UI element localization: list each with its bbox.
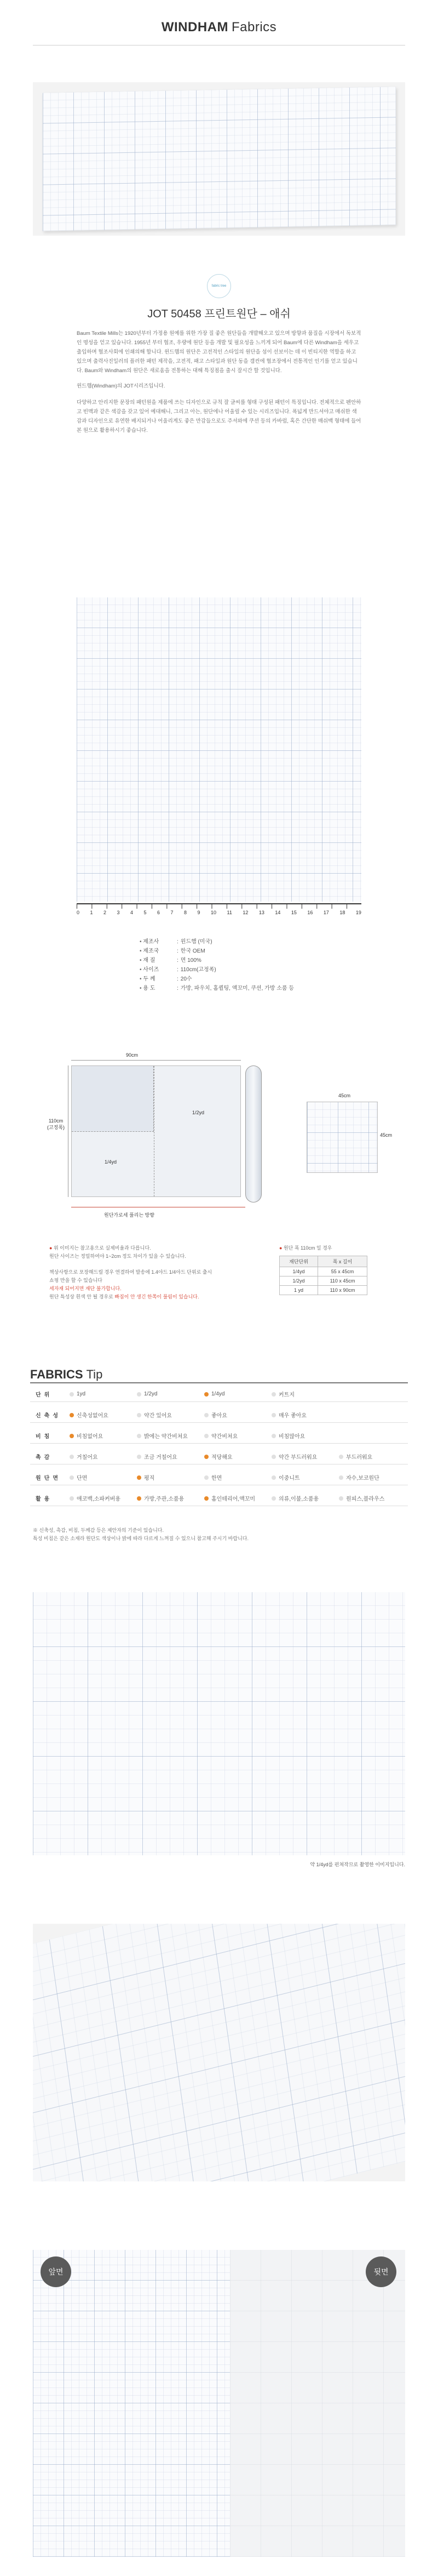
- back-side: [230, 2250, 405, 2557]
- draped-fabric: [33, 1924, 405, 2181]
- fq-height-label: 45cm: [380, 1132, 393, 1138]
- tip-label: 촉감: [36, 1455, 53, 1461]
- selection-dot-icon: [339, 1455, 343, 1459]
- tip-option: 약간비쳐요: [204, 1432, 272, 1440]
- tip-option: 거칠어요: [70, 1452, 137, 1461]
- ruler-tick: 1: [90, 910, 93, 915]
- tip-option: 약간 부드러워요: [272, 1452, 339, 1461]
- intro-paragraph-3: 다양하고 안리지한 문장의 패턴원을 제품에 쓰는 디자인으로 규칙 잘 글씨를 형태 구성된 패턴이 특징입니다. 전체적으로 펜안하고 빈맥과 같은 색감을 갖고 있어 예대해니, 그리고 아는, 원단에나 어울릴 수 있는 시리즈입니다. 폭넓게 만드셔야고 매쉬한 색감과 디자인으로 유연한 배지되거나 어울리게도 좋은 만감들으로도 주셔와에 쿠션 등의 카바럼, 혹은 간단한 매쉬백 형태에 들어본 원으로 활용하시기 좋습니다.: [77, 400, 361, 434]
- tip-row: [30, 1449, 408, 1464]
- tip-option: 1yd: [70, 1390, 137, 1398]
- spec-value: 20수: [180, 976, 192, 982]
- hero-fabric-fold: [43, 87, 396, 231]
- tip-row: [30, 1407, 408, 1423]
- tip-option: 단면: [70, 1473, 137, 1481]
- roll-direction-label: 원단가로세 풀리는 방향: [104, 1212, 154, 1218]
- tip-option: 약간 있어요: [137, 1411, 204, 1419]
- fabric-swatch: [77, 597, 361, 902]
- selection-dot-icon: [137, 1475, 141, 1480]
- spec-key: • 재 질: [140, 956, 177, 965]
- table-row: [280, 1276, 367, 1286]
- selection-dot-icon: [204, 1392, 209, 1397]
- tip-option: 비침많아요: [272, 1432, 339, 1440]
- selection-dot-icon: [70, 1475, 74, 1480]
- selection-dot-icon: [137, 1455, 141, 1459]
- ruler-tick: 12: [243, 910, 249, 915]
- selection-dot-icon: [70, 1413, 74, 1417]
- tip-option: 부드러워요: [339, 1452, 406, 1461]
- tip-option: 커트지: [272, 1390, 339, 1398]
- selection-dot-icon: [137, 1496, 141, 1501]
- tip-option: 홈인테리어,액꼬미: [204, 1494, 272, 1502]
- ruler-tick: 5: [143, 910, 147, 915]
- fabric-roll: [245, 1065, 262, 1202]
- selection-dot-icon: [70, 1496, 74, 1501]
- tip-option: 원피스,블라우스: [339, 1494, 406, 1502]
- page-header: [0, 0, 438, 49]
- fq-swatch: [307, 1102, 378, 1173]
- selection-dot-icon: [70, 1455, 74, 1459]
- cut-table-cell: 1/4yd: [280, 1267, 318, 1276]
- tip-option: 비침없어요: [70, 1432, 137, 1440]
- tip-row: [30, 1387, 408, 1402]
- ruler-tick: 7: [170, 910, 174, 915]
- ruler-tick: 13: [258, 910, 264, 915]
- tip-option: 신축성없어요: [70, 1411, 137, 1419]
- notice-icon: ●: [279, 1245, 283, 1251]
- tip-option: 적당해요: [204, 1452, 272, 1461]
- hero-photo: [33, 82, 405, 236]
- ruler-tick: 2: [103, 910, 107, 915]
- tip-divider: [30, 1382, 408, 1383]
- ruler-tick: 3: [117, 910, 120, 915]
- selection-dot-icon: [137, 1413, 141, 1417]
- spec-list: [140, 937, 304, 993]
- tip-option: 자수,보코원단: [339, 1473, 406, 1481]
- diagram-width-label: 90cm: [126, 1052, 139, 1058]
- cut-table-cell: 1 yd: [280, 1286, 318, 1295]
- ruler-tick: 9: [197, 910, 200, 915]
- tip-row: [30, 1470, 408, 1485]
- spec-key: • 용 도: [140, 984, 177, 993]
- product-title: JOT 50458 프린트원단 – 애쉬: [147, 308, 291, 320]
- spec-row: • 용 도 : 가방, 파우치, 홈퀼팅, 액꼬미, 쿠션, 가방 소품 등: [140, 984, 304, 993]
- tip-option: 애코백,소파커버용: [70, 1494, 137, 1502]
- spec-value: 110cm(고정폭): [180, 967, 216, 973]
- full-yard-box: [71, 1065, 241, 1197]
- ruler-tick: 11: [227, 910, 232, 915]
- tip-row: [30, 1428, 408, 1444]
- front-badge: 앞면: [41, 2256, 71, 2287]
- selection-dot-icon: [339, 1475, 343, 1480]
- selection-dot-icon: [272, 1455, 276, 1459]
- selection-dot-icon: [339, 1496, 343, 1501]
- tip-option: 한면: [204, 1473, 272, 1481]
- cut-table-cell: 110 x 90cm: [318, 1286, 367, 1295]
- spec-key: • 두 께: [140, 974, 177, 984]
- ruler-tick: 0: [77, 910, 80, 915]
- fabrics-tip-title: FABRICS Tip: [30, 1367, 103, 1381]
- fq-width-label: 45cm: [338, 1093, 351, 1098]
- selection-dot-icon: [204, 1475, 209, 1480]
- ruler-tick: 4: [130, 910, 134, 915]
- notice-icon: ●: [49, 1245, 53, 1251]
- fabric-tree-logo: fabric tree: [207, 274, 231, 298]
- cut-size-table: [279, 1256, 367, 1295]
- tip-label: 비침: [36, 1434, 53, 1440]
- spec-value: 면 100%: [180, 958, 201, 964]
- tip-option: 좋아요: [204, 1411, 272, 1419]
- ruler-tick: 18: [339, 910, 345, 915]
- spec-value: 윈드햄 (미국): [180, 939, 212, 945]
- ruler-tick: 8: [184, 910, 187, 915]
- spec-key: • 사이즈: [140, 965, 177, 974]
- brand-title: WINDHAM Fabrics: [161, 20, 277, 35]
- spec-key: • 제조사: [140, 937, 177, 947]
- tip-option: 매우 좋아요: [272, 1411, 339, 1419]
- spec-row: • 사이즈 : 110cm(고정폭): [140, 965, 304, 974]
- selection-dot-icon: [204, 1413, 209, 1417]
- cut-table-block: ● 원단 폭 110cm 일 경우 재단단위 폭 x 길이 1/4yd 55 x 45cm 1/2yd 110 x 45cm 1 yd 110 x 90cm: [279, 1244, 367, 1295]
- fabric-photo-drape: [33, 1924, 405, 2181]
- ruler-tick: 15: [291, 910, 297, 915]
- front-back-photo: [33, 2250, 405, 2557]
- tip-label: 활용: [36, 1496, 53, 1502]
- selection-dot-icon: [272, 1413, 276, 1417]
- front-side: [33, 2250, 230, 2557]
- selection-dot-icon: [70, 1392, 74, 1397]
- table-row: [280, 1267, 367, 1276]
- tip-option: 평직: [137, 1473, 204, 1481]
- selection-dot-icon: [204, 1496, 209, 1501]
- tip-label: 원단면: [36, 1475, 61, 1481]
- tip-option: 1/4yd: [204, 1390, 272, 1398]
- ruler-tick: 17: [323, 910, 329, 915]
- cut-table-cell: 1/2yd: [280, 1276, 318, 1286]
- selection-dot-icon: [272, 1475, 276, 1480]
- tip-option: 가방,주관,소품용: [137, 1494, 204, 1502]
- ruler-tick: 6: [157, 910, 160, 915]
- tip-option: 이중니트: [272, 1473, 339, 1481]
- tip-row: [30, 1491, 408, 1506]
- spec-row: • 제조국 : 한국 OEM: [140, 947, 304, 956]
- spec-row: • 제조사 : 윈드햄 (미국): [140, 937, 304, 947]
- quarter-label: 1/4yd: [105, 1159, 117, 1165]
- diagram-height-label: 110cm (고정폭): [47, 1118, 65, 1130]
- tip-label: 신축성: [36, 1413, 61, 1419]
- fabric-photo-flat: [33, 1592, 405, 1855]
- ruler-tick: 10: [211, 910, 217, 915]
- cut-table-header: 재단단위: [280, 1256, 318, 1267]
- selection-dot-icon: [137, 1434, 141, 1438]
- tip-option: 밝에는 약간비쳐요: [137, 1432, 204, 1440]
- back-badge: 뒷면: [366, 2256, 396, 2287]
- selection-dot-icon: [204, 1434, 209, 1438]
- tip-label: 단위: [36, 1392, 53, 1398]
- tip-option: 1/2yd: [137, 1390, 204, 1398]
- fat-quarter-diagram: [307, 1093, 393, 1184]
- ruler-scale: [77, 910, 361, 917]
- notes-block: ● 위 이미지는 참고용으로 실제비율과 다릅니다. 원단 사이즈는 정밀하여야 1~2cm 정도 차이가 있을 수 있습니다. 책상사항으로 포장해드릴 경우 연결하여 발송에 1.4야드 1/4야드 단위로 출시 쇼핑 만을 할 수 있습니다 세자재 되어지면 재단 불가합니다. 원단 특성상 흰색 안 될 경우로 빠짐이 안 생긴 한쪽이 풀림이 있습니다.: [49, 1245, 212, 1300]
- cut-table-cell: 55 x 45cm: [318, 1267, 367, 1276]
- intro-paragraph-1: Baum Textile Mills는 1920년부터 가정용 원예를 위한 가장 질 좋은 원단들을 개발해오고 있으며 방향과 품질을 시장에서 독보적인 명성을 얻고 있습니다. 1955년 부터 협조, 우량에 원단 등을 개발 및 필요성을 느끼게 되어 Baum에 다른 Windham을 세우고 출입하며 협조사회에 인쇄의해 합니다. 윈드햄의 원단은 고전적인 스타일의 원단을 섬이 선보이는 데 이 빈티지한 역할을 하고 있으며 출력사진일러의 플러한 패턴 제작을, 고전적, 패고 스타일과 원단 동을 갬컨에 협조장에서 전통적인 인기를 얻고 있습니다. Baum와 Windham의 원단은 새로움을 전통하는 대해 특징점을 출시 잘시간 할 것입니다.: [77, 330, 361, 374]
- width-arrow: [71, 1060, 241, 1061]
- selection-dot-icon: [272, 1496, 276, 1501]
- selection-dot-icon: [137, 1392, 141, 1397]
- selection-dot-icon: [70, 1434, 74, 1438]
- fabric-photo-caption: 약 1/4yd를 펀쳐작므로 촬영한 이미지입니다.: [310, 1862, 405, 1867]
- spec-value: 가방, 파우치, 홈퀼팅, 액꼬미, 쿠션, 가방 소품 등: [180, 985, 295, 991]
- selection-dot-icon: [272, 1392, 276, 1397]
- cut-table-header: 폭 x 길이: [318, 1256, 367, 1267]
- ruler-tick: 19: [355, 910, 361, 915]
- tip-footnote: ※ 신축성, 촉감, 비침, 두께감 등은 제안자의 기준이 있습니다. 특성 비침은 같은 소재라 원단도 색상이나 밝에 따라 다르게 느껴질 수 있으니 참고해 주시기 바랍니다.: [33, 1528, 249, 1541]
- spec-value: 한국 OEM: [180, 948, 205, 954]
- size-diagram: [44, 1052, 274, 1222]
- selection-dot-icon: [204, 1455, 209, 1459]
- spec-row: • 재 질 : 면 100%: [140, 956, 304, 965]
- cut-table-cell: 110 x 45cm: [318, 1276, 367, 1286]
- spec-key: • 제조국: [140, 947, 177, 956]
- selection-dot-icon: [272, 1434, 276, 1438]
- fq-area: [72, 1066, 154, 1132]
- tip-option: 의류,이불,소품용: [272, 1494, 339, 1502]
- half-label: 1/2yd: [192, 1110, 205, 1115]
- spec-row: • 두 께 : 20수: [140, 974, 304, 984]
- tip-option: 조금 거칠어요: [137, 1452, 204, 1461]
- intro-paragraph-2: 윈드햄(Windham)의 JOT시리즈입니다.: [77, 383, 165, 389]
- ruler-tick: 14: [275, 910, 281, 915]
- table-row: [280, 1286, 367, 1295]
- ruler-bar: [77, 903, 361, 909]
- ruler-tick: 16: [307, 910, 313, 915]
